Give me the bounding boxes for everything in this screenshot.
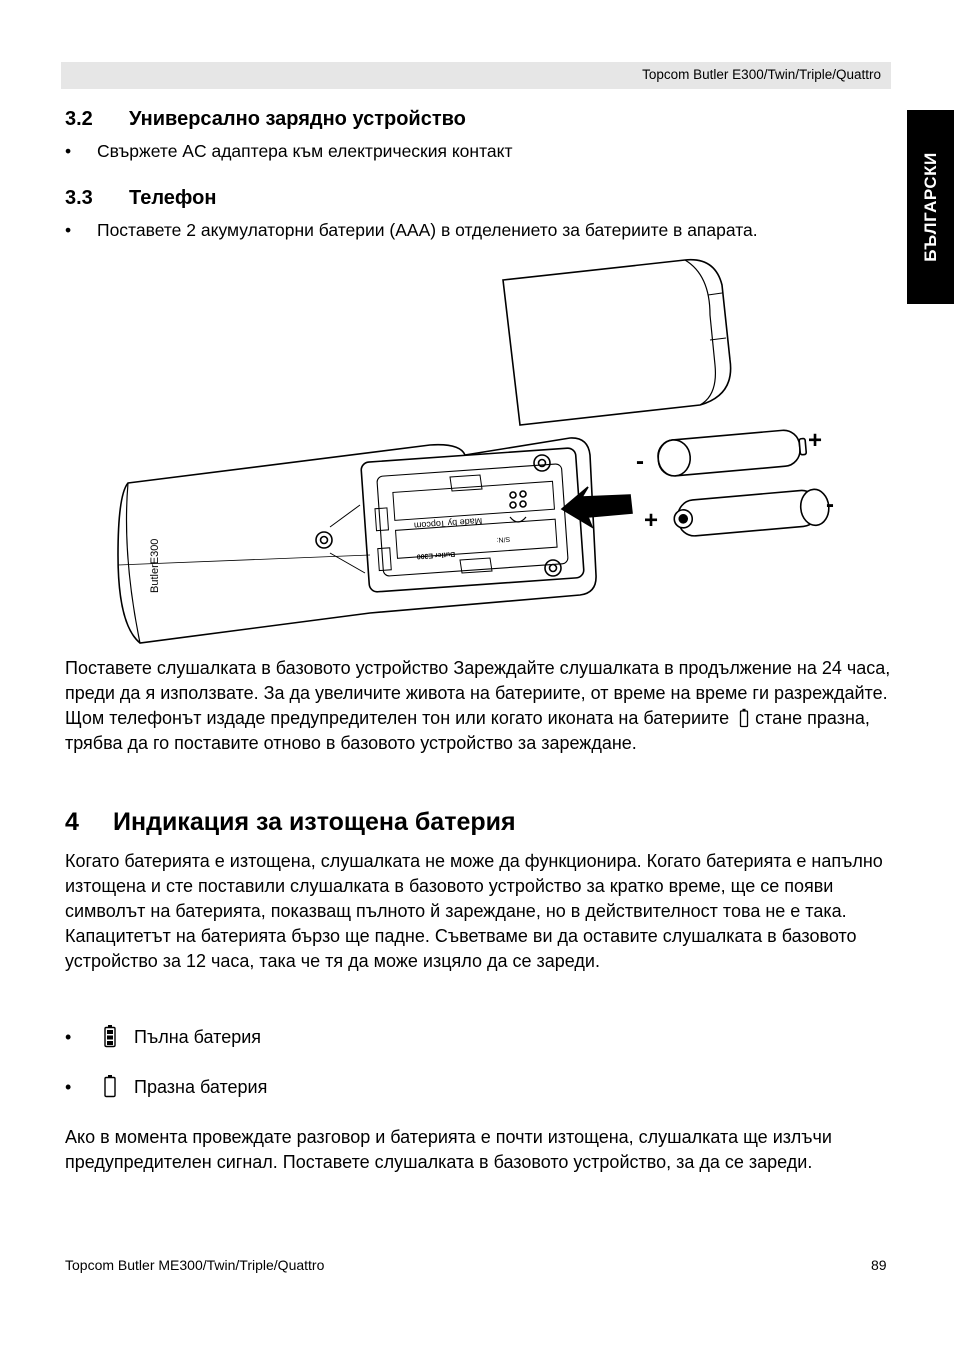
section-3-2-heading [65,108,466,131]
bullet-dot: • [65,1077,72,1097]
made-by-label: Made by Topcom [413,516,483,531]
device-label: ButlerE300 [149,538,161,593]
language-tab-label: БЪЛГАРСКИ [920,152,940,262]
bullet-dot: • [65,220,72,240]
plus-bottom: + [644,507,659,534]
section-3-3-bullet [65,220,758,241]
sn-label: S/N: [496,535,511,543]
battery-empty-icon [103,1074,117,1098]
battery-full-icon [103,1024,117,1048]
section-4-paragraph: Когато батерията е изтощена, слушалката не може да функционира. Когато батерията е напълно изтощена и сте поставили слушалката в базовото устройство за кратко време, ще се появи символът на батерията, показващ пълното й зареждане, но в действителност това не е така. Капацитетът на батерията бързо ще падне. Съветваме ви да оставите слушалката в базовото устройство за 12 часа, така че тя да може изцяло да се зареди. [65,851,883,971]
closing-paragraph: Ако в момента провеждате разговор и батерията е почти изтощена, слушалката ще излъчи предупредителен сигнал. Поставете слушалката в базовото устройство, за да се зареди. [65,1127,832,1172]
battery-empty-icon [739,708,749,728]
charge-text-part2: стане празна, трябва да го поставите отново в базовото устройство за зареждане. [65,708,870,753]
section-title: Индикация за изтощена батерия [113,808,516,836]
minus-bottom: - [826,491,834,518]
language-tab [907,110,954,304]
section-title: Телефон [129,187,217,209]
battery-bottom [673,488,831,537]
section-number: 4 [65,808,79,836]
battery-top [657,428,808,477]
section-3-2-bullet [65,141,513,162]
battery-insertion-illustration [110,255,840,650]
section-3-3-heading [65,187,216,210]
bullet-dot: • [65,1027,72,1047]
minus-top: - [636,448,644,475]
section-title: Универсално зарядно устройство [129,108,466,130]
plus-top: + [808,427,823,454]
handset-body [118,438,596,643]
bullet-text: Поставете 2 акумулаторни батерии (AAA) в отделението за батериите в апарата. [97,220,758,240]
legend-empty-battery [65,1074,267,1098]
bullet-text: Свържете AC адаптера към електрическия контакт [97,141,513,161]
section-4-heading [65,808,516,837]
footer-title: Topcom Butler ME300/Twin/Triple/Quattro [65,1257,325,1273]
charge-text-part1: Поставете слушалката в базовото устройство Зареждайте слушалката в продължение на 24 часа, преди да я използвате. За да увеличите живота на батериите, от време на време ги разреждайте. Щом телефонът издаде предупредителен тон или когато иконата на батериите [65,658,891,728]
battery-cover [503,260,731,425]
legend-full-battery [65,1024,261,1048]
section-number: 3.2 [65,108,93,130]
butler-small-label: Butler E300 [416,550,456,560]
page-number: 89 [871,1257,887,1273]
legend-label: Празна батерия [134,1077,268,1097]
section-number: 3.3 [65,187,93,209]
charge-paragraph [65,656,895,756]
bullet-dot: • [65,141,72,161]
header-title: Topcom Butler E300/Twin/Triple/Quattro [642,67,881,82]
page-header [61,62,891,89]
legend-label: Пълна батерия [134,1027,262,1047]
